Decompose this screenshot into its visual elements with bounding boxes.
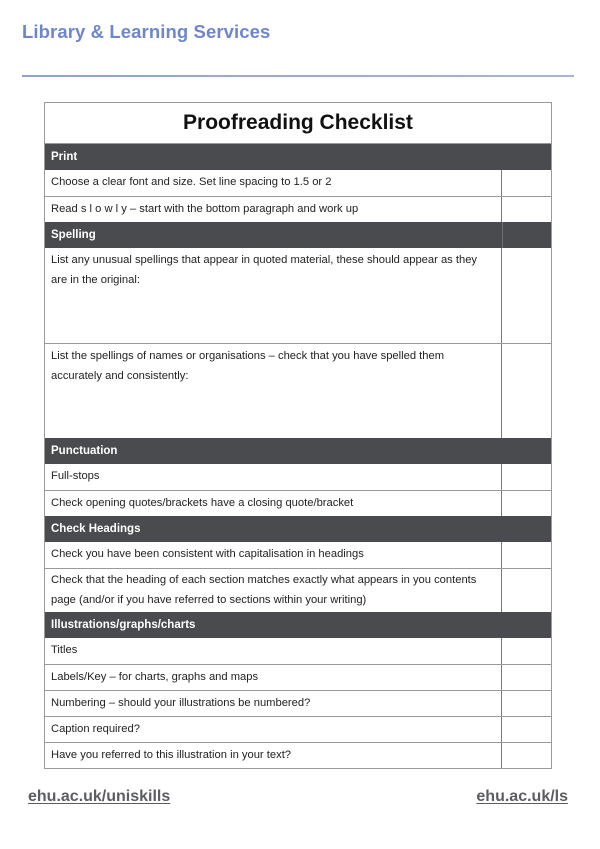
checkbox-cell[interactable] <box>502 491 551 516</box>
checklist-row <box>45 664 551 690</box>
ls-link[interactable]: ehu.ac.uk/ls <box>476 788 568 805</box>
checklist-row <box>45 638 551 664</box>
checklist-row <box>45 248 551 343</box>
uniskills-link[interactable]: ehu.ac.uk/uniskills <box>28 788 171 805</box>
checkbox-cell[interactable] <box>502 638 551 664</box>
checklist-item-text: Check that the heading of each section matches exactly what appears in you contents page (and/or if you have referred to sections within your writing) <box>45 569 502 612</box>
section-items <box>45 170 551 222</box>
checklist-item-text: Check opening quotes/brackets have a closing quote/bracket <box>45 491 502 516</box>
checklist-item-text: Labels/Key – for charts, graphs and maps <box>45 665 502 690</box>
checklist-item-text: List any unusual spellings that appear in quoted material, these should appear as they are in the original: <box>45 248 502 343</box>
section-heading: Spelling <box>45 222 551 248</box>
section-items <box>45 464 551 516</box>
section-heading: Check Headings <box>45 516 551 542</box>
checklist-item-text: Read s l o w l y – start with the bottom paragraph and work up <box>45 197 502 222</box>
checkbox-cell[interactable] <box>502 691 551 716</box>
checkbox-cell[interactable] <box>502 170 551 196</box>
section-heading: Illustrations/graphs/charts <box>45 612 551 638</box>
checklist-item-text: Titles <box>45 638 502 664</box>
brand-title: Library & Learning Services <box>22 21 271 42</box>
checklist-row <box>45 464 551 490</box>
checklist-row <box>45 343 551 438</box>
checklist-row <box>45 196 551 222</box>
checkbox-cell[interactable] <box>502 197 551 222</box>
checklist-item-text: Numbering – should your illustrations be numbered? <box>45 691 502 716</box>
header-divider <box>22 75 574 77</box>
section-items <box>45 638 551 768</box>
checklist-row <box>45 742 551 768</box>
checkbox-cell[interactable] <box>502 542 551 568</box>
section-heading: Punctuation <box>45 438 551 464</box>
checklist-row <box>45 568 551 612</box>
checklist-sections <box>45 144 551 768</box>
checklist-item-text: Caption required? <box>45 717 502 742</box>
checklist-item-text: Full-stops <box>45 464 502 490</box>
checkbox-cell[interactable] <box>502 743 551 768</box>
checklist-row <box>45 170 551 196</box>
checklist-item-text: Choose a clear font and size. Set line spacing to 1.5 or 2 <box>45 170 502 196</box>
section-items <box>45 542 551 612</box>
section-items <box>45 248 551 438</box>
checkbox-cell[interactable] <box>502 344 551 438</box>
checkbox-cell[interactable] <box>502 248 551 343</box>
checklist-table <box>44 102 552 769</box>
checkbox-cell[interactable] <box>502 464 551 490</box>
checklist-row <box>45 716 551 742</box>
checklist-row <box>45 690 551 716</box>
checklist-item-text: Check you have been consistent with capitalisation in headings <box>45 542 502 568</box>
section-heading: Print <box>45 144 551 170</box>
checkbox-cell[interactable] <box>502 717 551 742</box>
checkbox-cell[interactable] <box>502 569 551 612</box>
checklist-item-text: List the spellings of names or organisations – check that you have spelled them accurately and consistently: <box>45 344 502 438</box>
checklist-row <box>45 490 551 516</box>
checklist-row <box>45 542 551 568</box>
checklist-item-text: Have you referred to this illustration in your text? <box>45 743 502 768</box>
checkbox-cell[interactable] <box>502 665 551 690</box>
checklist-title: Proofreading Checklist <box>45 103 551 144</box>
